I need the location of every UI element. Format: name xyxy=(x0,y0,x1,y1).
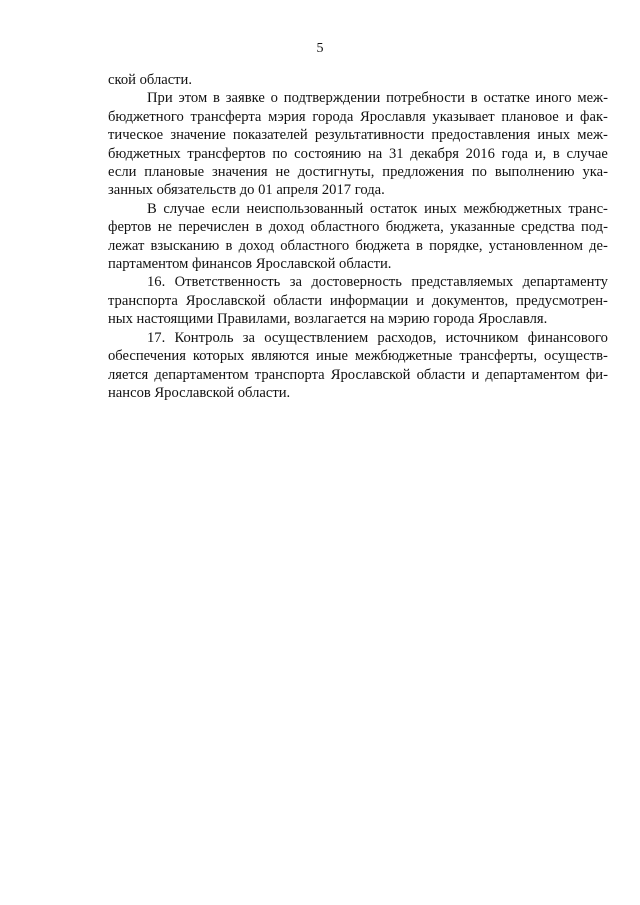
paragraph xyxy=(108,71,608,89)
text-line: нансов Ярославской области. xyxy=(108,384,291,401)
paragraph xyxy=(108,200,608,274)
text-line: бюджетных трансфертов по состоянию на 31 декабря 2016 года и, в случае xyxy=(108,145,608,162)
text-line: занных обязательств до 01 апреля 2017 года. xyxy=(108,182,385,199)
text-line: фертов не перечислен в доход областного бюджета, указанные средства под- xyxy=(108,219,608,236)
text-line: ляется департаментом транспорта Ярославской области и департаментом фи- xyxy=(108,366,608,383)
text-line: тическое значение показателей результативности предоставления иных меж- xyxy=(108,127,608,144)
text-line: При этом в заявке о подтверждении потребности в остатке иного меж- xyxy=(147,90,608,107)
text-line: 16. Ответственность за достоверность представляемых департаменту xyxy=(147,274,608,291)
text-line: если плановые значения не достигнуты, предложения по выполнению ука- xyxy=(108,164,608,181)
text-line: ных настоящими Правилами, возлагается на мэрию города Ярославля. xyxy=(108,311,548,328)
document-body xyxy=(108,71,608,402)
text-line: бюджетного трансферта мэрия города Ярославля указывает плановое и фак- xyxy=(108,108,608,125)
paragraph xyxy=(108,89,608,199)
paragraph xyxy=(108,273,608,328)
text-line: партаментом финансов Ярославской области. xyxy=(108,256,392,273)
text-line: В случае если неиспользованный остаток иных межбюджетных транс- xyxy=(147,200,608,217)
page-number: 5 xyxy=(316,41,324,56)
text-line: лежат взысканию в доход областного бюджета в порядке, установленном де- xyxy=(108,237,608,254)
paragraph xyxy=(108,329,608,403)
text-line: ской области. xyxy=(108,72,193,88)
text-line: 17. Контроль за осуществлением расходов, источником финансового xyxy=(147,329,608,346)
text-line: обеспечения которых являются иные межбюджетные трансферты, осуществ- xyxy=(108,348,608,365)
text-line: транспорта Ярославской области информации и документов, предусмотрен- xyxy=(108,292,608,309)
